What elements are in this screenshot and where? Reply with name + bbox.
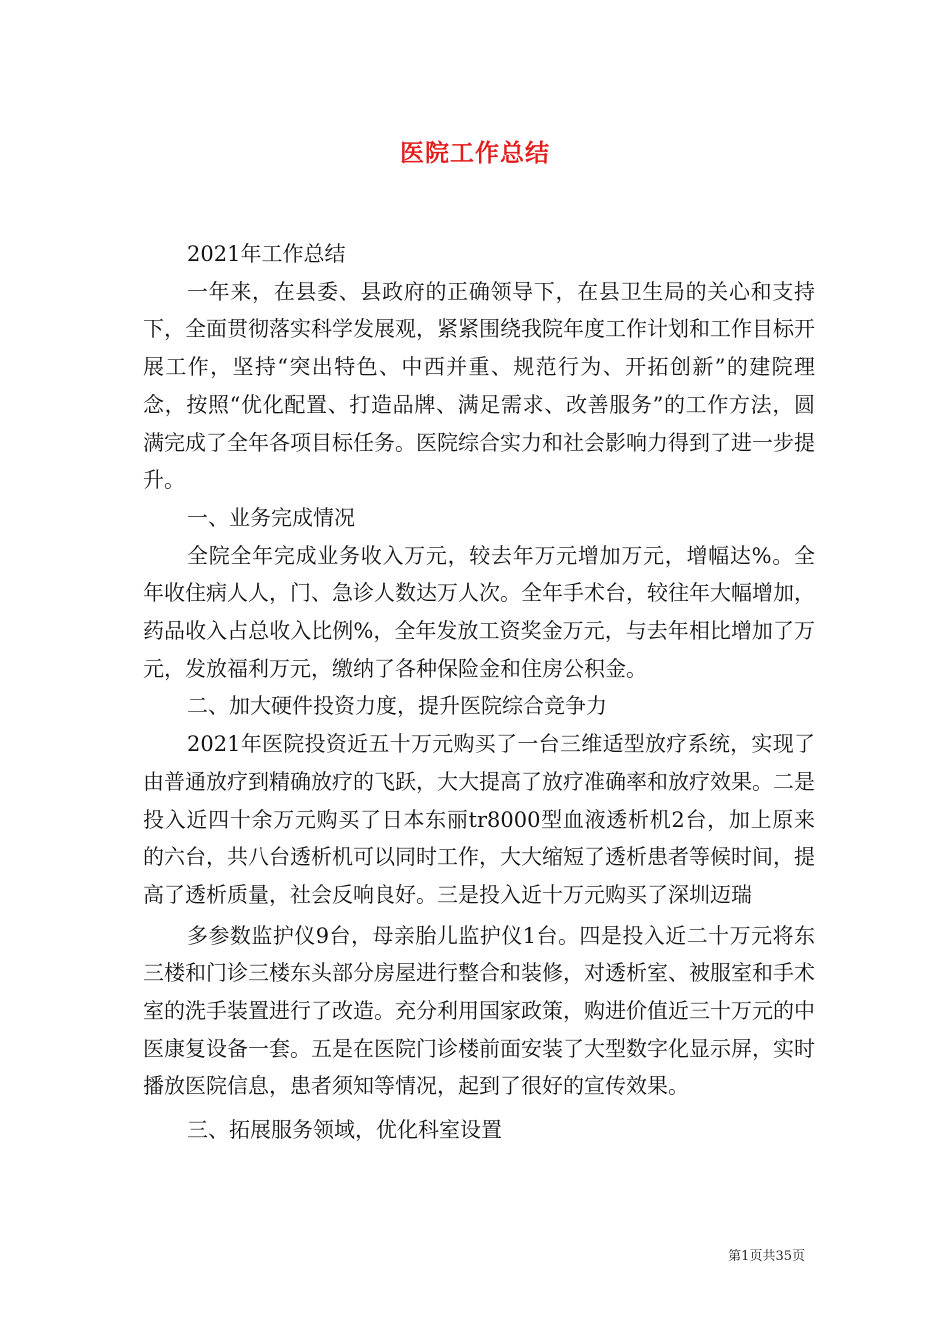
section-year-heading: 2021年工作总结 <box>187 242 346 266</box>
section-3-heading: 三、拓展服务领域，优化科室设置 <box>187 1118 502 1143</box>
document-title: 医院工作总结 <box>400 139 550 167</box>
section-2-heading: 二、加大硬件投资力度，提升医院综合竞争力 <box>187 694 607 719</box>
equipment-paragraph: 多参数监护仪9台，母亲胎儿监护仪1台。四是投入近二十万元将东三楼和门诊三楼东头部分房屋进行整合和装修，对透析室、被服室和手术室的洗手装置进行了改造。充分利用国家政策，购进价值近三十万元的中医康复设备一套。五是在医院门诊楼前面安装了大型数字化显示屏，实时播放医院信息，患者须知等情况，起到了很好的宣传效果。 <box>143 923 815 1099</box>
page-number: 第1页共35页 <box>728 1249 805 1264</box>
business-paragraph: 全院全年完成业务收入万元，较去年万元增加万元，增幅达%。全年收住病人人，门、急诊人数达万人次。全年手术台，较往年大幅增加，药品收入占总收入比例%，全年发放工资奖金万元，与去年相比增加了万元，发放福利万元，缴纳了各种保险金和住房公积金。 <box>143 543 815 681</box>
section-1-heading: 一、业务完成情况 <box>187 505 355 530</box>
document-body <box>143 236 815 1150</box>
investment-paragraph: 2021年医院投资近五十万元购买了一台三维适型放疗系统，实现了由普通放疗到精确放疗的飞跃，大大提高了放疗准确率和放疗效果。二是投入近四十余万元购买了日本东丽tr8000型血液透析机2台，加上原来的六台，共八台透析机可以同时工作，大大缩短了透析患者等候时间，提高了透析质量，社会反响良好。三是投入近十万元购买了深圳迈瑞 <box>143 732 815 907</box>
intro-paragraph: 一年来，在县委、县政府的正确领导下，在县卫生局的关心和支持下，全面贯彻落实科学发展观，紧紧围绕我院年度工作计划和工作目标开展工作，坚持“突出特色、中西并重、规范行为、开拓创新”的建院理念，按照“优化配置、打造品牌、满足需求、改善服务”的工作方法，圆满完成了全年各项目标任务。医院综合实力和社会影响力得到了进一步提升。 <box>143 279 815 493</box>
